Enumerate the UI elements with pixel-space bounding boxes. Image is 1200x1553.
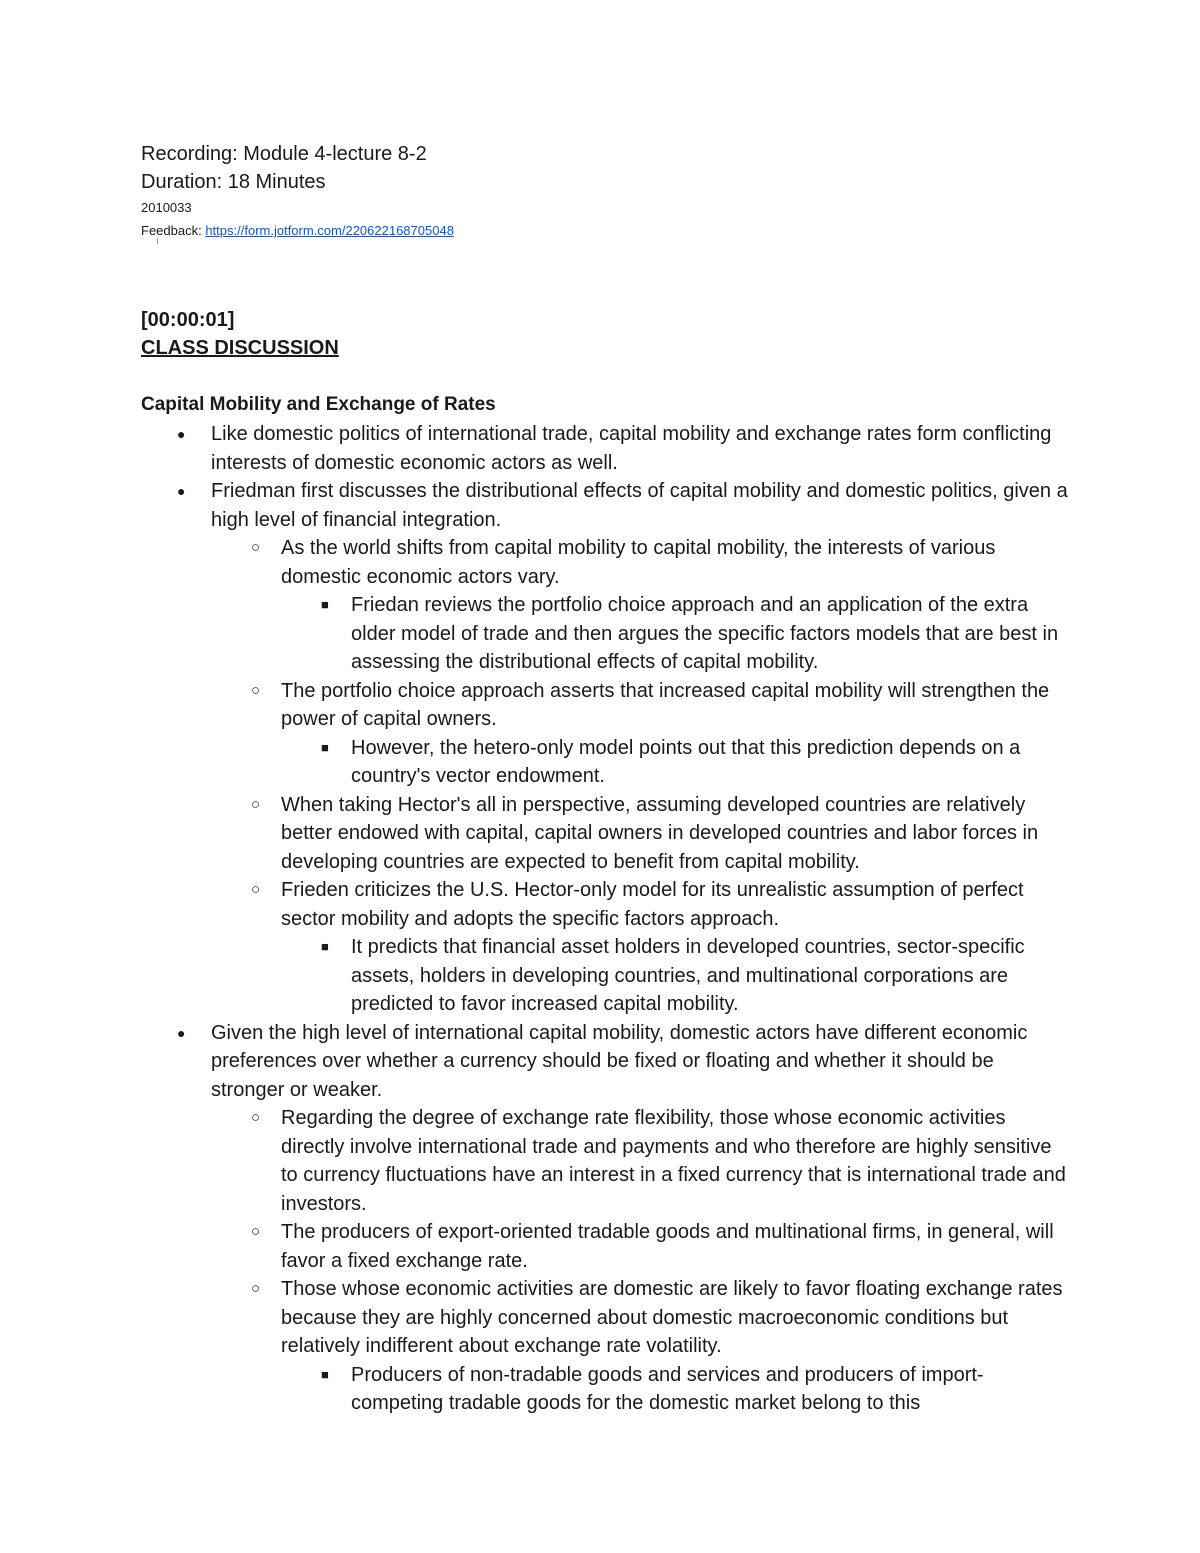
list-item-text: Like domestic politics of international trade, capital mobility and exchange rates form conflicting interests of domestic economic actors as well.: [211, 423, 1052, 474]
list-item-text: As the world shifts from capital mobility to capital mobility, the interests of various domestic economic actors vary.: [281, 537, 996, 588]
list-item-text: The portfolio choice approach asserts that increased capital mobility will strengthen the power of capital owners.: [281, 679, 1050, 730]
list-item-text: However, the hetero-only model points out that this prediction depends on a country's vector endowment.: [351, 736, 1021, 787]
filled-circle-bullet-icon: ●: [177, 426, 186, 442]
list-item-level-2: [211, 1218, 1071, 1275]
list-item-text: Friedman first discusses the distributional effects of capital mobility and domestic politics, given a high level of financial integration.: [211, 480, 1068, 531]
list-item-level-3: [281, 734, 1071, 791]
list-item-text: Frieden criticizes the U.S. Hector-only model for its unrealistic assumption of perfect sector mobility and adopts the specific factors approach.: [281, 879, 1024, 930]
list-item-level-1: [141, 420, 1071, 477]
list-item-text: It predicts that financial asset holders in developed countries, sector-specific assets, holders in developing countries, and multinational corporations are predicted to favor increased capital mobility.: [351, 936, 1025, 1015]
list-item-level-3: [281, 591, 1071, 677]
list-item-level-3: [281, 1361, 1071, 1418]
filled-circle-bullet-icon: ●: [177, 1024, 186, 1041]
document-code: 2010033: [141, 200, 192, 215]
list-item-text: Regarding the degree of exchange rate flexibility, those whose economic activities directly involve international trade and payments and who therefore are highly sensitive to currency fluctuations have an interest in a fixed currency that is international trade and investors.: [281, 1107, 1066, 1215]
hollow-circle-bullet-icon: ○: [251, 681, 261, 699]
document-page: [141, 140, 1071, 1418]
filled-square-bullet-icon: ■: [321, 939, 329, 954]
filled-circle-bullet-icon: ●: [177, 483, 186, 499]
nested-bullet-list: [211, 1361, 1071, 1418]
feedback-line: [141, 219, 1071, 242]
hollow-circle-bullet-icon: ○: [251, 1109, 261, 1126]
hollow-circle-bullet-icon: ○: [251, 1223, 261, 1240]
list-item-level-2: [211, 1104, 1071, 1218]
list-item-level-2: [211, 677, 1071, 791]
nested-bullet-list: [141, 534, 1071, 1019]
list-item-level-3: [281, 933, 1071, 1019]
filled-square-bullet-icon: ■: [321, 739, 329, 755]
timestamp: [00:00:01]: [141, 309, 235, 331]
list-item-level-2: [211, 534, 1071, 677]
list-item-level-1: [141, 1019, 1071, 1418]
hollow-circle-bullet-icon: ○: [251, 539, 261, 556]
topic-heading: Capital Mobility and Exchange of Rates: [141, 394, 496, 415]
hollow-circle-bullet-icon: ○: [251, 881, 261, 898]
list-item-level-2: [211, 876, 1071, 1019]
list-item-text: The producers of export-oriented tradable goods and multinational firms, in general, will favor a fixed exchange rate.: [281, 1221, 1054, 1272]
list-item-text: Friedan reviews the portfolio choice approach and an application of the extra older model of trade and then argues the specific factors models that are best in assessing the distributional effects of capital mobility.: [351, 594, 1059, 673]
hollow-circle-bullet-icon: ○: [251, 1280, 261, 1297]
filled-square-bullet-icon: ■: [321, 1366, 329, 1382]
list-item-text: Those whose economic activities are domestic are likely to favor floating exchange rates because they are highly concerned about domestic macroeconomic conditions but relatively indifferent about exchange rate volatility.: [281, 1278, 1063, 1357]
list-item-text: Given the high level of international capital mobility, domestic actors have different economic preferences over whether a currency should be fixed or floating and whether it should be stronger or weaker.: [211, 1021, 1028, 1101]
list-item-text: When taking Hector's all in perspective, assuming developed countries are relatively better endowed with capital, capital owners in developed countries and labor forces in developing countries are expected to benefit from capital mobility.: [281, 793, 1039, 873]
list-item-text: Producers of non-tradable goods and services and producers of import-competing tradable goods for the domestic market belong to this: [351, 1363, 984, 1414]
nested-bullet-list: [211, 933, 1071, 1019]
list-item-level-2: [211, 791, 1071, 877]
list-item-level-1: [141, 477, 1071, 1019]
cursor-mark: [157, 238, 158, 244]
feedback-link[interactable]: https://form.jotform.com/220622168705048: [205, 223, 454, 238]
filled-square-bullet-icon: ■: [321, 597, 329, 612]
nested-bullet-list: [211, 591, 1071, 677]
bullet-list: [141, 420, 1071, 1418]
nested-bullet-list: [211, 734, 1071, 791]
section-title: CLASS DISCUSSION: [141, 337, 339, 359]
nested-bullet-list: [141, 1104, 1071, 1418]
list-item-level-2: [211, 1275, 1071, 1418]
recording-title: Recording: Module 4-lecture 8-2: [141, 143, 427, 165]
duration-text: Duration: 18 Minutes: [141, 171, 326, 193]
hollow-circle-bullet-icon: ○: [251, 795, 261, 813]
feedback-label: Feedback:: [141, 223, 206, 238]
